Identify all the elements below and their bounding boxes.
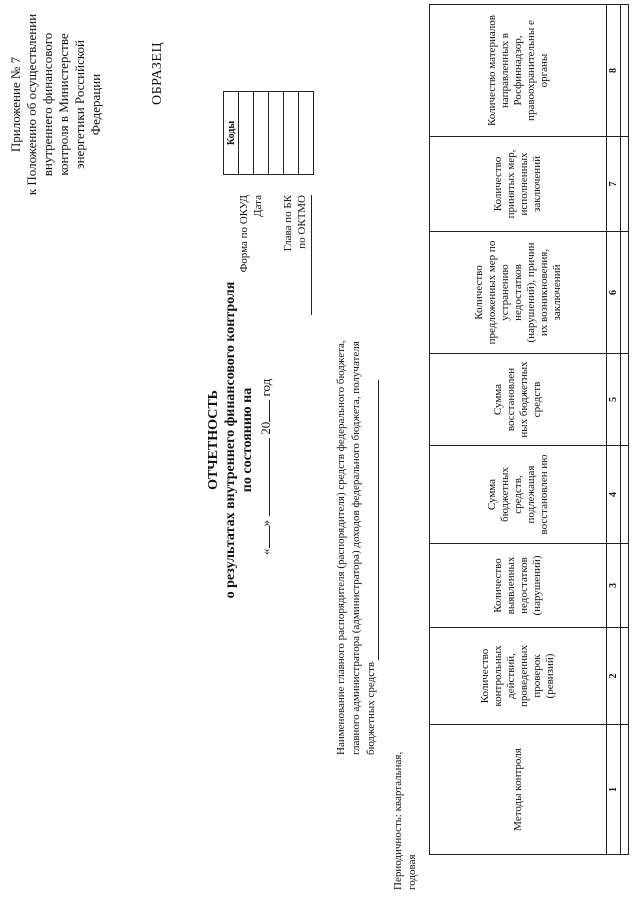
periodicity-line-1: Периодичность: квартальная,: [392, 751, 404, 890]
periodicity-line-2: годовая: [406, 854, 418, 890]
column-number: 7: [607, 137, 621, 232]
date-close-quote: »: [258, 520, 273, 527]
empty-cell: [621, 354, 629, 446]
bk-label: Глава по БК: [282, 195, 294, 252]
column-number: 8: [607, 5, 621, 137]
code-cell-bk: [284, 92, 299, 175]
sample-label: ОБРАЗЕЦ: [150, 41, 165, 105]
appendix-line: контроля в Министерстве: [56, 33, 71, 176]
column-number: 4: [607, 446, 621, 544]
codes-header: Коды: [224, 92, 239, 175]
code-cell-oktmo: [299, 92, 314, 175]
recipient-underline: [378, 380, 379, 660]
code-cell-okud: [239, 92, 254, 175]
date-label: Дата: [252, 195, 264, 217]
date-open-quote: «: [258, 548, 273, 555]
report-date-line: [258, 379, 274, 555]
oktmo-underline: [311, 195, 312, 315]
column-header: Количество выявленных недостатков (нарушений): [430, 544, 607, 628]
codes-table: [223, 91, 314, 175]
recipient-line-1: Наименование главного распорядителя (распорядителя) средств федерального бюджета,: [335, 340, 347, 755]
appendix-line: внутреннего финансового: [40, 32, 55, 177]
appendix-line: Федерации: [88, 73, 103, 136]
oktmo-label: по ОКТМО: [296, 195, 308, 249]
code-cell-empty: [269, 92, 284, 175]
table-empty-row: [621, 5, 629, 855]
empty-cell: [621, 5, 629, 137]
empty-cell: [621, 137, 629, 232]
recipient-line-3: бюджетных средств: [365, 661, 377, 755]
empty-cell: [621, 725, 629, 855]
okud-label: Форма по ОКУД: [238, 195, 250, 273]
empty-cell: [621, 628, 629, 725]
year-suffix: год: [258, 378, 273, 397]
column-number: 6: [607, 232, 621, 354]
column-number: 1: [607, 725, 621, 855]
empty-cell: [621, 544, 629, 628]
code-cell-date: [254, 92, 269, 175]
report-title: ОТЧЕТНОСТЬ: [206, 390, 221, 490]
report-subtitle-date-prefix: по состоянию на: [240, 387, 255, 493]
report-subtitle: о результатах внутреннего финансового контроля: [223, 281, 238, 599]
results-table: [429, 4, 629, 855]
column-header: Количество предложенных мер по устранению недостатков (нарушений), причин их возникновения, заключений: [430, 232, 607, 354]
empty-cell: [621, 232, 629, 354]
appendix-heading: [8, 2, 104, 207]
column-number: 2: [607, 628, 621, 725]
table-header-row: [430, 5, 607, 855]
appendix-line: энергетики Российской: [72, 40, 87, 169]
column-header: Количество принятых мер, исполненных заключений: [430, 137, 607, 232]
appendix-line: к Положению об осуществлении: [24, 13, 39, 196]
column-header: Сумма бюджетных средств, подлежащая восстановлен ию: [430, 446, 607, 544]
appendix-line: Приложение № 7: [8, 56, 23, 153]
year-prefix: 20: [258, 421, 273, 435]
column-header: Сумма восстановлен ных бюджетных средств: [430, 354, 607, 446]
recipient-line-2: главного администратора (администратора) доходов федерального бюджета, получателя: [350, 341, 362, 755]
column-header: Количество контрольных действий, проведенных проверок (ревизий): [430, 628, 607, 725]
empty-cell: [621, 446, 629, 544]
column-number: 5: [607, 354, 621, 446]
column-header: Количество материалов направленных в Росфиннадзор, правоохранительны е органы: [430, 5, 607, 137]
table-number-row: [607, 5, 621, 855]
column-number: 3: [607, 544, 621, 628]
column-header: Методы контроля: [430, 725, 607, 855]
